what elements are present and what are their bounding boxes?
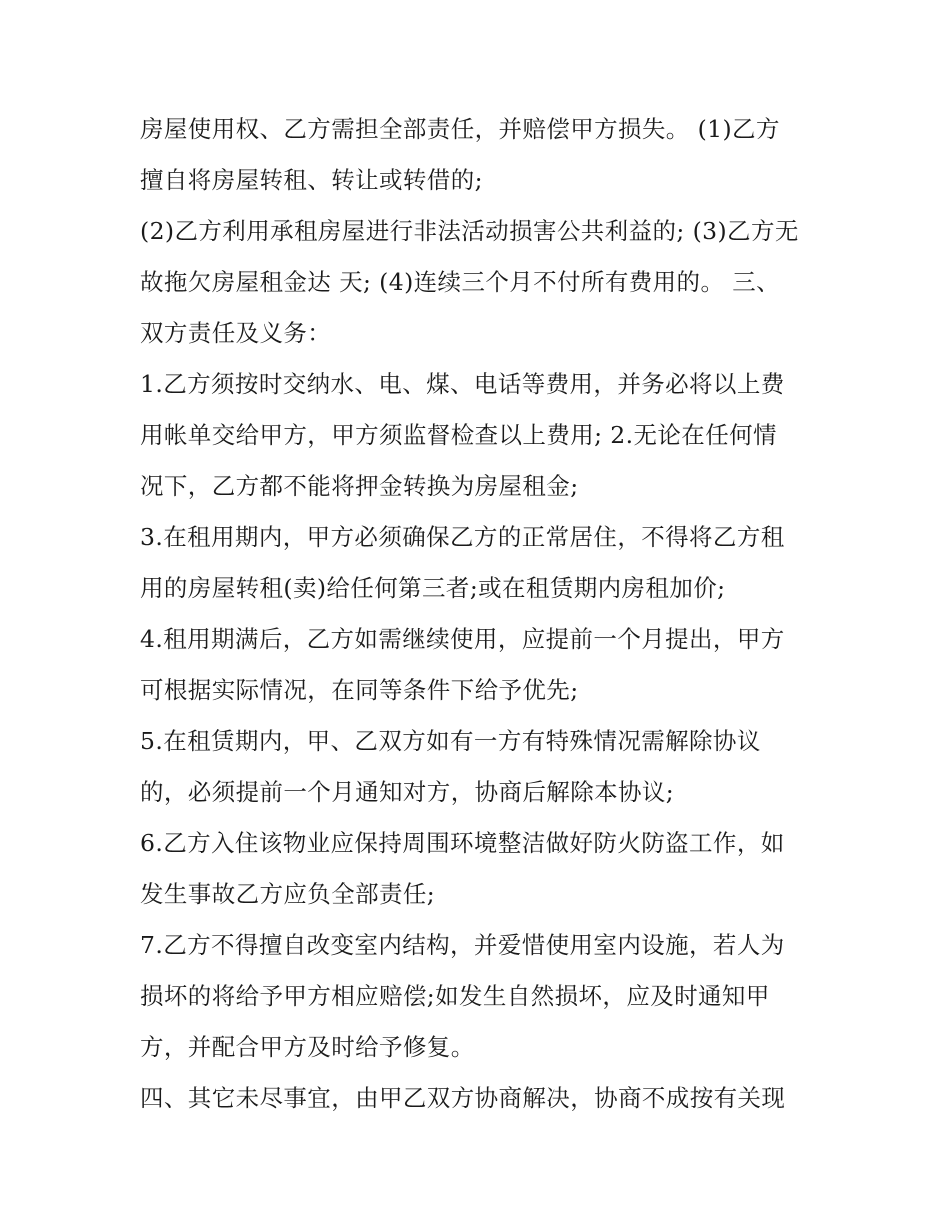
text-line: 故拖欠房屋租金达 天; (4)连续三个月不付所有费用的。 三、 bbox=[140, 268, 781, 296]
text-line: 5.在租赁期内，甲、乙双方如有一方有特殊情况需解除协议 bbox=[140, 727, 761, 755]
text-line: 3.在租用期内，甲方必须确保乙方的正常居住，不得将乙方租 bbox=[140, 523, 785, 551]
text-line: 双方责任及义务： bbox=[140, 319, 332, 347]
text-line: 用帐单交给甲方，甲方须监督检查以上费用; 2.无论在任何情 bbox=[140, 421, 777, 449]
text-line: 方，并配合甲方及时给予修复。 bbox=[140, 1033, 475, 1061]
text-line: 4.租用期满后，乙方如需继续使用，应提前一个月提出，甲方 bbox=[140, 625, 785, 653]
text-line: 1.乙方须按时交纳水、电、煤、电话等费用，并务必将以上费 bbox=[140, 370, 785, 398]
text-line: (2)乙方利用承租房屋进行非法活动损害公共利益的; (3)乙方无 bbox=[140, 217, 799, 245]
text-line: 擅自将房屋转租、转让或转借的; bbox=[140, 166, 483, 194]
text-line: 7.乙方不得擅自改变室内结构，并爱惜使用室内设施，若人为 bbox=[140, 931, 785, 959]
text-line: 可根据实际情况，在同等条件下给予优先; bbox=[140, 676, 579, 704]
document-body bbox=[140, 104, 830, 1124]
text-line: 房屋使用权、乙方需担全部责任，并赔偿甲方损失。 (1)乙方 bbox=[140, 115, 780, 143]
text-line: 6.乙方入住该物业应保持周围环境整洁做好防火防盗工作，如 bbox=[140, 829, 785, 857]
text-line: 四、其它未尽事宜，由甲乙双方协商解决，协商不成按有关现 bbox=[140, 1084, 786, 1112]
text-line: 发生事故乙方应负全部责任; bbox=[140, 880, 436, 908]
text-line: 况下，乙方都不能将押金转换为房屋租金; bbox=[140, 472, 579, 500]
text-line: 用的房屋转租(卖)给任何第三者;或在租赁期内房租加价; bbox=[140, 574, 726, 602]
text-line: 损坏的将给予甲方相应赔偿;如发生自然损坏，应及时通知甲 bbox=[140, 982, 770, 1010]
text-line: 的，必须提前一个月通知对方，协商后解除本协议; bbox=[140, 778, 675, 806]
